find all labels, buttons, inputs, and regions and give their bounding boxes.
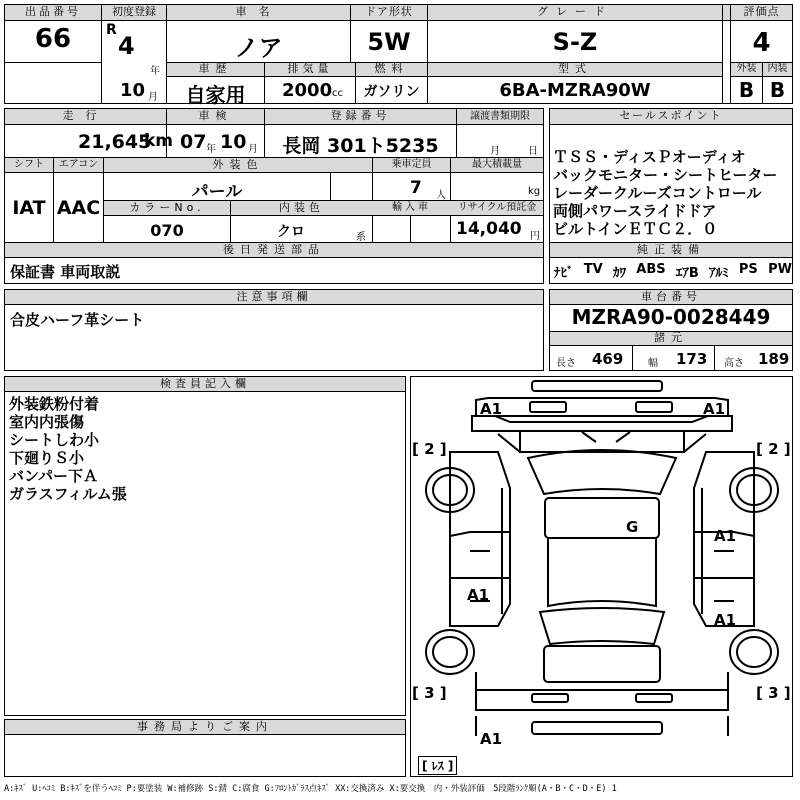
exterior-grade: B xyxy=(738,78,755,102)
damage-rear: A1 xyxy=(480,730,503,748)
car-name: ノア xyxy=(234,34,283,62)
parts-later: 保証書 車両取説 xyxy=(10,263,121,281)
parts-later-header: 後日発送部品 xyxy=(223,243,325,256)
sales-point-item: ＴＳＳ・ディスＰオーディオ xyxy=(553,148,746,166)
inspection-header: 車検 xyxy=(198,109,233,122)
height-value: 189 xyxy=(758,350,790,368)
bracket-rear: [ ﾚｽ ] xyxy=(418,756,457,775)
max-load-header: 最大積載量 xyxy=(472,159,522,170)
int-color-unit: 系 xyxy=(356,232,366,243)
inspection-year: 07 xyxy=(180,131,207,153)
displacement-header: 排気量 xyxy=(287,62,333,75)
office-header: 事務局よりご案内 xyxy=(137,720,273,733)
displacement: 2000 xyxy=(282,80,333,101)
plate-header: 登録番号 xyxy=(330,109,391,122)
ext-color-header: 外装色 xyxy=(212,158,264,171)
equipment-item: ｶﾜ xyxy=(613,266,626,281)
shift-header: シフト xyxy=(14,159,44,170)
sales-point-item: ビルトインＥＴＣ２．０ xyxy=(553,220,718,238)
mileage-header: 走行 xyxy=(62,109,109,122)
plate-number: 長岡 301ト5235 xyxy=(282,135,439,157)
import-header: 輸入車 xyxy=(392,202,431,213)
ext-color: パール xyxy=(191,182,243,202)
length-value: 469 xyxy=(592,350,624,368)
notes-header: 注意事項欄 xyxy=(236,290,312,303)
model-header: 型式 xyxy=(558,62,592,75)
reg-year: 4 xyxy=(118,32,135,60)
sales-point-list xyxy=(553,148,791,238)
bracket-right-2: [ 2 ] xyxy=(756,440,791,458)
recycle-unit: 円 xyxy=(530,231,540,242)
chassis-number: MZRA90-0028449 xyxy=(571,305,771,329)
inspector-notes xyxy=(9,395,127,503)
aircon-header: エアコン xyxy=(58,159,99,170)
score-header: 評価点 xyxy=(743,5,780,18)
sales-point-header: セールスポイント xyxy=(619,109,723,122)
equipment-item: TV xyxy=(583,262,603,277)
transfer-doc-header: 譲渡書類期限 xyxy=(470,111,530,122)
inspector-note: 室内内張傷 xyxy=(9,413,85,431)
inspector-note: シートしわ小 xyxy=(9,431,100,449)
genuine-equipment-list xyxy=(554,262,792,281)
equipment-item: ｴｱB xyxy=(675,266,699,281)
inspector-header: 検査員記入欄 xyxy=(160,377,250,390)
color-no: 070 xyxy=(150,221,184,240)
damage-front-right: A1 xyxy=(703,400,726,418)
int-color-header: 内装色 xyxy=(279,201,324,214)
grade-header: グレード xyxy=(537,5,613,18)
grade: S-Z xyxy=(552,28,598,56)
year-unit: 年 xyxy=(150,66,160,77)
inspection-year-unit: 年 xyxy=(206,144,216,155)
inspector-note: ガラスフィルム張 xyxy=(9,485,127,503)
car-name-header: 車名 xyxy=(235,5,282,18)
height-label: 高さ xyxy=(724,358,744,369)
score: 4 xyxy=(752,28,771,58)
inspection-month: 10 xyxy=(220,131,247,153)
width-value: 173 xyxy=(676,350,708,368)
shift: IAT xyxy=(12,197,46,219)
transfer-month-unit: 月 xyxy=(490,146,500,157)
capacity-unit: 人 xyxy=(436,190,446,201)
damage-left-side: A1 xyxy=(467,586,490,604)
aircon: AAC xyxy=(56,197,101,219)
inspector-note: 外装鉄粉付着 xyxy=(9,395,100,413)
car-outline xyxy=(410,376,793,777)
fuel: ガソリン xyxy=(363,84,420,100)
model: 6BA-MZRA90W xyxy=(499,80,651,101)
interior-header: 内装 xyxy=(767,63,788,74)
equipment-item: PW xyxy=(768,262,792,277)
interior-grade: B xyxy=(769,78,786,102)
recycle-header: リサイクル預託金 xyxy=(457,202,537,213)
bracket-right-3: [ 3 ] xyxy=(756,684,791,702)
month-unit: 月 xyxy=(148,92,158,103)
notes-text: 合皮ハーフ革シート xyxy=(10,311,145,329)
history: 自家用 xyxy=(185,83,246,107)
history-header: 車歴 xyxy=(198,62,233,75)
exterior-header: 外装 xyxy=(736,63,757,74)
specs-header: 諸元 xyxy=(654,331,688,344)
damage-legend: A:ｷｽﾞ U:ﾍｺﾐ B:ｷｽﾞを伴うﾍｺﾐ P:要塗装 W:補修跡 S:錆 C:腐食 G:ﾌﾛﾝﾄｶﾞﾗｽ点ｷｽﾞ XX:交換済み X:要交換 内・外装評価 5段階ﾗﾝｸ順(A・B・C・D・E) 1 xyxy=(4,784,617,794)
width-label: 幅 xyxy=(648,358,658,369)
era: R xyxy=(106,22,117,38)
sales-point-item: レーダークルーズコントロール xyxy=(553,184,762,202)
damage-front-left: A1 xyxy=(480,400,503,418)
door-header: ドア形状 xyxy=(365,5,413,18)
reg-month: 10 xyxy=(120,80,146,101)
int-color: クロ xyxy=(277,224,305,240)
recycle-fee: 14,040 xyxy=(456,219,522,239)
sales-point-item: 両側パワースライドドア xyxy=(553,202,717,220)
transfer-day-unit: 日 xyxy=(528,146,538,157)
chassis-header: 車台番号 xyxy=(641,290,701,303)
load-unit: kg xyxy=(528,186,541,197)
length-label: 長さ xyxy=(556,358,576,369)
displacement-unit: cc xyxy=(332,88,343,99)
genuine-header: 純正装備 xyxy=(637,243,705,256)
capacity: 7 xyxy=(410,178,422,198)
bracket-left-2: [ 2 ] xyxy=(412,440,447,458)
mileage: 21,645 xyxy=(78,131,152,153)
door-type: 5W xyxy=(367,28,411,56)
bracket-left-3: [ 3 ] xyxy=(412,684,447,702)
damage-right-front-door: A1 xyxy=(714,527,737,545)
equipment-item: ﾅﾋﾞ xyxy=(554,266,574,281)
lot-header: 出品番号 xyxy=(25,5,81,18)
fuel-header: 燃料 xyxy=(374,62,409,75)
damage-right-rear: A1 xyxy=(714,611,737,629)
sales-point-item: バックモニター・シートヒーター xyxy=(553,166,778,184)
damage-roof: G xyxy=(626,518,639,536)
first-reg-header: 初度登録 xyxy=(112,5,156,18)
equipment-item: ABS xyxy=(636,262,666,277)
inspector-note: 下廻りＳ小 xyxy=(9,449,85,467)
inspection-month-unit: 月 xyxy=(248,144,258,155)
mileage-unit: km xyxy=(144,131,174,151)
lot-number: 66 xyxy=(34,24,72,54)
equipment-item: PS xyxy=(738,262,758,277)
inspector-note: バンパー下Ａ xyxy=(9,467,98,485)
equipment-item: ｱﾙﾐ xyxy=(709,266,729,281)
color-no-header: カラーNo. xyxy=(129,201,205,214)
capacity-header: 乗車定員 xyxy=(391,159,432,170)
